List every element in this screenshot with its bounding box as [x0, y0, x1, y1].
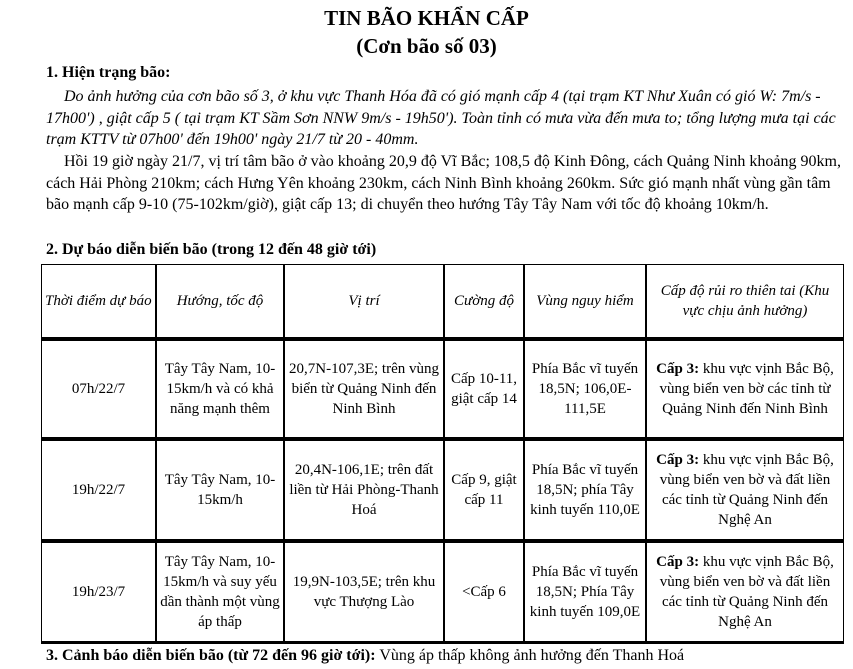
table-row: [41, 438, 844, 540]
risk-level-label: Cấp 3:: [656, 452, 700, 468]
risk-area-text: khu vực vịnh Bắc Bộ, vùng biển ven bờ các tỉnh từ Quảng Ninh đến Ninh Bình: [659, 361, 834, 417]
column-header-danger-zone: Vùng nguy hiểm: [524, 264, 646, 338]
section3-heading: 3. Cảnh báo diễn biến bão (từ 72 đến 96 giờ tới):: [46, 647, 376, 664]
cell-risk: [646, 338, 844, 438]
cell-risk: [646, 540, 844, 644]
risk-level-label: Cấp 3:: [656, 554, 700, 570]
column-header-direction: Hướng, tốc độ: [156, 264, 284, 338]
section1-paragraph-1: [46, 86, 842, 151]
forecast-table: [41, 264, 844, 644]
column-header-position: Vị trí: [284, 264, 444, 338]
table-row: [41, 540, 844, 644]
page-subtitle: (Cơn bão số 03): [356, 34, 497, 58]
risk-area-text: khu vực vịnh Bắc Bộ, vùng biển ven bờ và đất liền các tỉnh từ Quảng Ninh đến Nghệ An: [659, 452, 834, 528]
cell-danger-zone: Phía Bắc vĩ tuyến 18,5N; Phía Tây kinh tuyến 109,0E: [524, 540, 646, 644]
column-header-time: Thời điểm dự báo: [41, 264, 156, 338]
section1-paragraph-2-text: Hồi 19 giờ ngày 21/7, vị trí tâm bão ở vào khoảng 20,9 độ Vĩ Bắc; 108,5 độ Kinh Đông, cách Quảng Ninh khoảng 90km, cách Hải Phòng 210km; cách Hưng Yên khoảng 230km, cách Ninh Bình khoảng 260km. Sức gió mạnh nhất vùng gần tâm bão mạnh cấp 9-10 (75-102km/giờ), giật cấp 13; di chuyển theo hướng Tây Tây Nam với tốc độ khoảng 10km/h.: [46, 153, 841, 213]
page-title: TIN BÃO KHẨN CẤP: [324, 6, 529, 30]
cell-direction: Tây Tây Nam, 10-15km/h và suy yếu dần thành một vùng áp thấp: [156, 540, 284, 644]
cell-direction: Tây Tây Nam, 10-15km/h và có khả năng mạnh thêm: [156, 338, 284, 438]
cell-intensity: Cấp 10-11, giật cấp 14: [444, 338, 524, 438]
section1-paragraph-1-text: Do ảnh hưởng của cơn bão số 3, ở khu vực Thanh Hóa đã có gió mạnh cấp 4 (tại trạm KT Như Xuân có gió W: 7m/s - 17h00') , giật cấp 5 ( tại trạm KT Sầm Sơn NNW 9m/s - 19h50'). Toàn tỉnh có mưa vừa đến mưa to; tổng lượng mưa tại các trạm KTTV từ 07h00' đến 19h00' ngày 21/7 từ 20 - 40mm.: [46, 88, 836, 148]
risk-area-text: khu vực vịnh Bắc Bộ, vùng biển ven bờ và đất liền các tỉnh từ Quảng Ninh đến Nghệ An: [659, 554, 834, 630]
cell-time: 19h/22/7: [41, 438, 156, 540]
risk-level-label: Cấp 3:: [656, 361, 700, 377]
cell-time: 07h/22/7: [41, 338, 156, 438]
column-header-risk-level: Cấp độ rủi ro thiên tai (Khu vực chịu ảnh hưởng): [646, 264, 844, 338]
section3: [46, 646, 684, 666]
cell-time: 19h/23/7: [41, 540, 156, 644]
cell-danger-zone: Phía Bắc vĩ tuyến 18,5N; phía Tây kinh tuyến 110,0E: [524, 438, 646, 540]
section1-heading: 1. Hiện trạng bão:: [46, 64, 171, 81]
cell-position: 20,4N-106,1E; trên đất liền từ Hải Phòng-Thanh Hoá: [284, 438, 444, 540]
section2-heading: 2. Dự báo diễn biến bão (trong 12 đến 48 giờ tới): [46, 241, 377, 258]
cell-danger-zone: Phía Bắc vĩ tuyến 18,5N; 106,0E-111,5E: [524, 338, 646, 438]
cell-direction: Tây Tây Nam, 10-15km/h: [156, 438, 284, 540]
cell-intensity: Cấp 9, giật cấp 11: [444, 438, 524, 540]
table-row: [41, 338, 844, 438]
section1-paragraph-2: [46, 151, 842, 216]
column-header-intensity: Cường độ: [444, 264, 524, 338]
cell-position: 19,9N-103,5E; trên khu vực Thượng Lào: [284, 540, 444, 644]
cell-intensity: <Cấp 6: [444, 540, 524, 644]
cell-position: 20,7N-107,3E; trên vùng biển từ Quảng Ninh đến Ninh Bình: [284, 338, 444, 438]
cell-risk: [646, 438, 844, 540]
table-header-row: [41, 264, 844, 338]
section3-text: Vùng áp thấp không ảnh hưởng đến Thanh Hoá: [379, 647, 685, 664]
